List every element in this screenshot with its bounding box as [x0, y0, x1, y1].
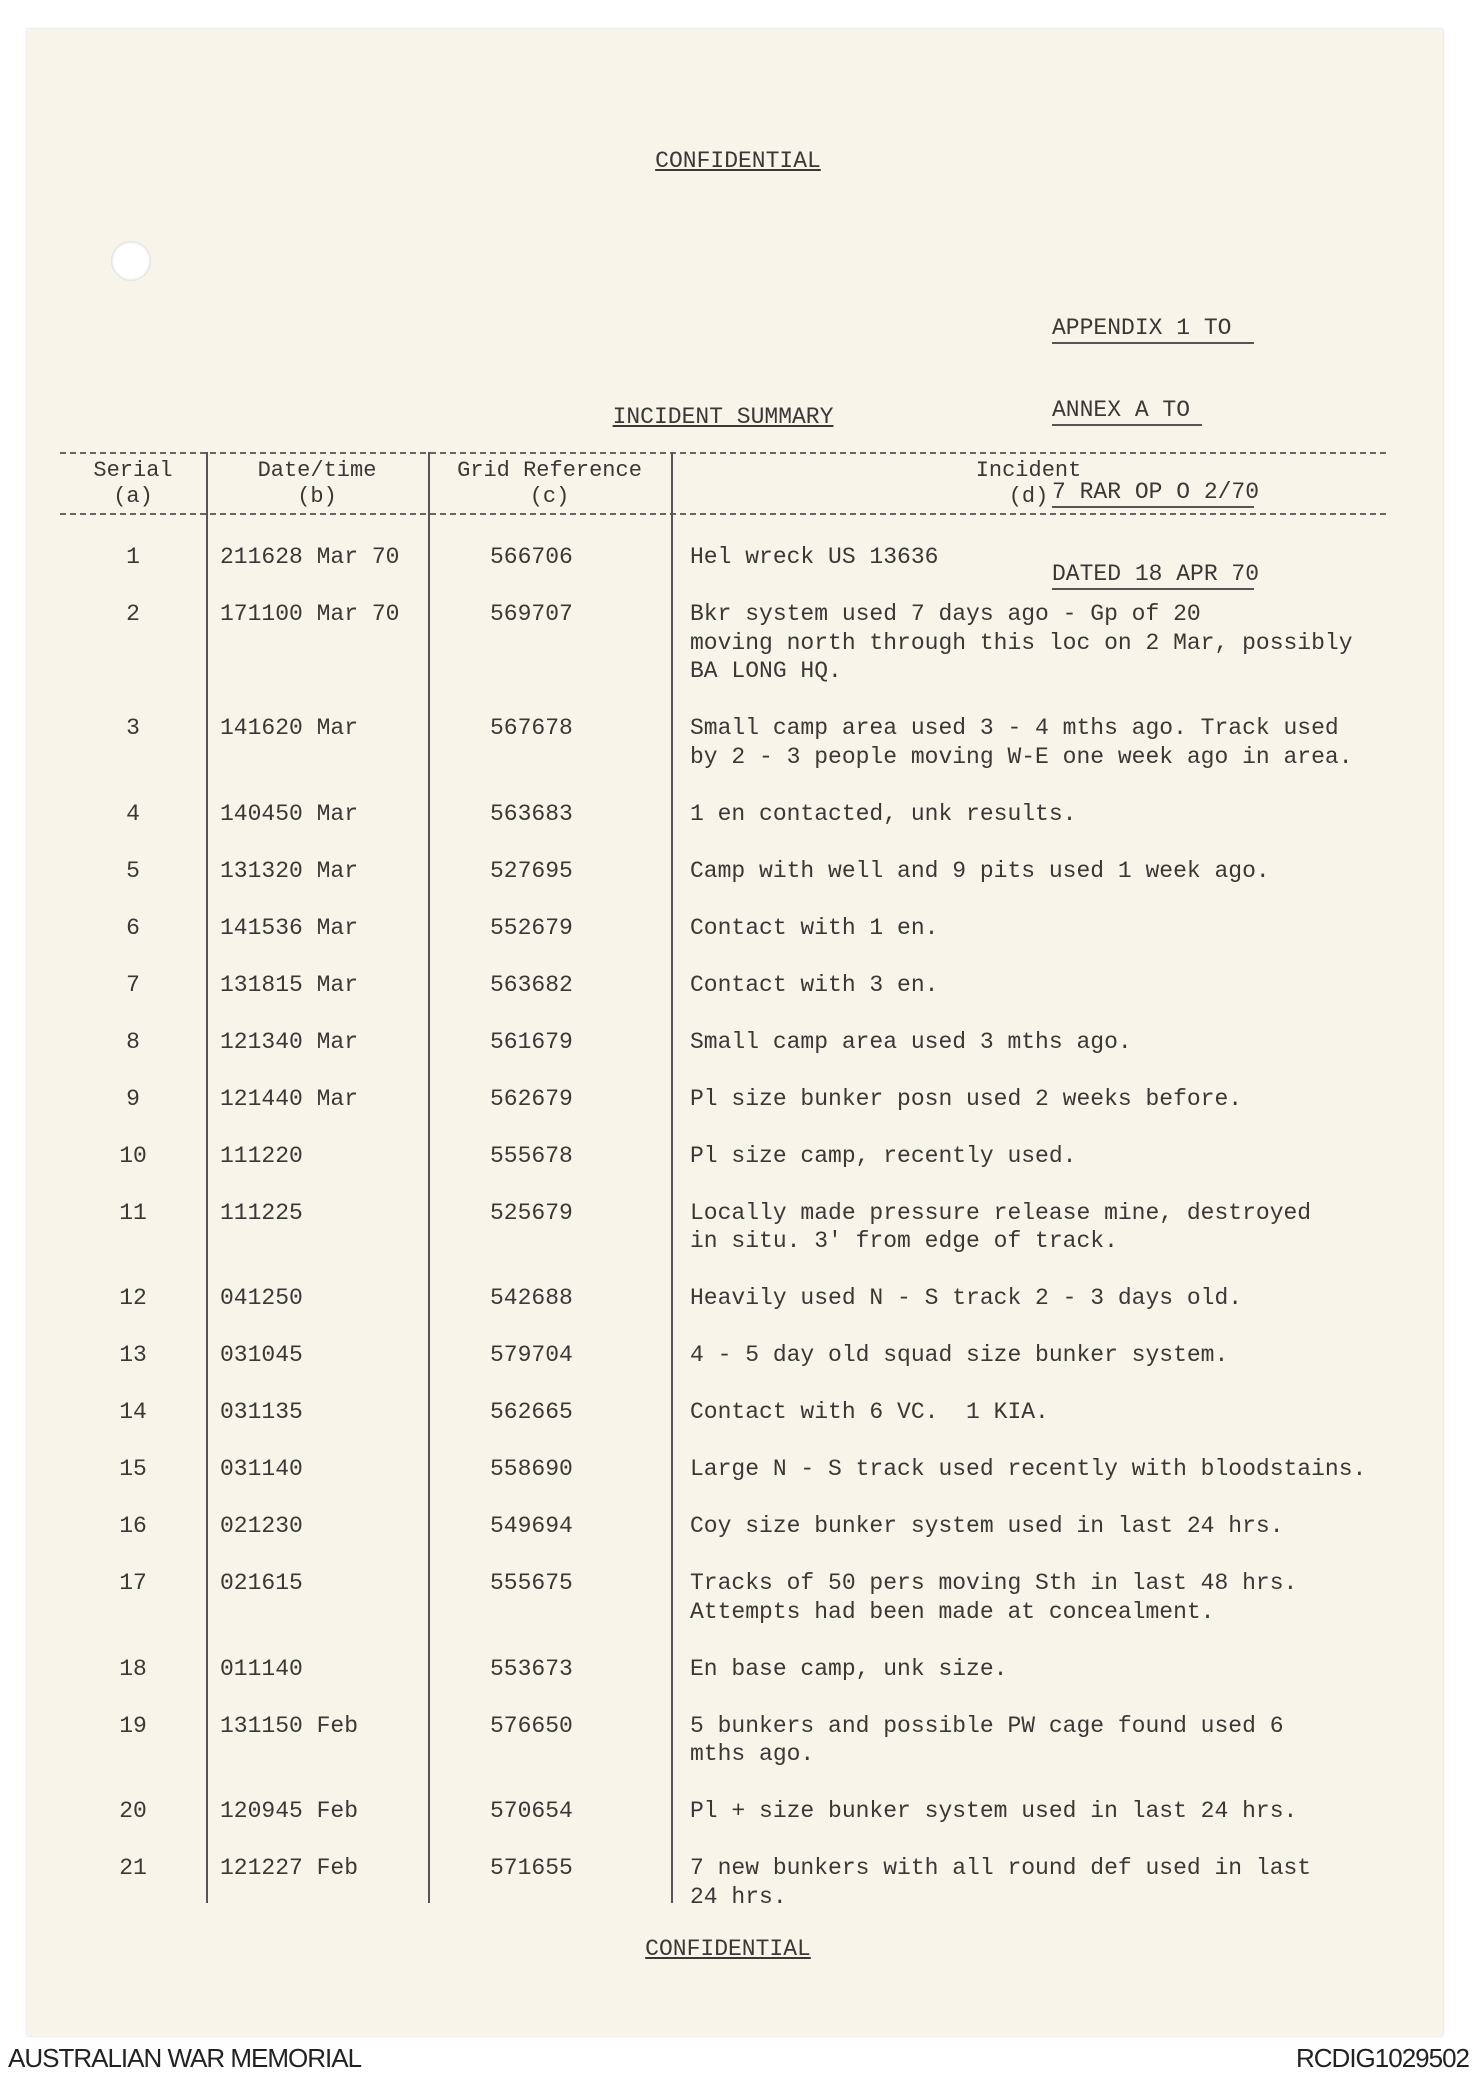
date-cell: 131150 Feb	[220, 1712, 359, 1739]
incident-line: 7 new bunkers with all round def used in last	[690, 1855, 1312, 1881]
grid-reference-cell: 562665	[490, 1399, 573, 1425]
incident-line: by 2 - 3 people moving W-E one week ago in area.	[690, 743, 1353, 770]
incident-line: Heavily used N - S track 2 - 3 days old.	[690, 1285, 1243, 1311]
date-cell: 111220	[220, 1142, 303, 1169]
serial-cell: 4	[126, 800, 140, 827]
incident-line: Tracks of 50 pers moving Sth in last 48 hrs.	[690, 1570, 1298, 1596]
incident-line: Hel wreck US 13636	[690, 544, 939, 570]
grid-reference-cell: 561679	[490, 1028, 573, 1055]
document-title: INCIDENT SUMMARY	[612, 404, 834, 430]
grid-reference-cell: 570654	[490, 1798, 573, 1824]
date-cell: 140450 Mar	[220, 800, 359, 827]
serial-cell: 19	[119, 1712, 147, 1739]
date-cell: 211628 Mar 70	[220, 544, 400, 570]
grid-reference-cell: 555678	[490, 1142, 573, 1169]
serial-cell: 9	[126, 1085, 140, 1112]
grid-reference-cell: 549694	[490, 1513, 573, 1539]
table-header-rule	[60, 513, 1386, 515]
date-cell: 111225	[220, 1199, 303, 1226]
date-cell: 141620 Mar	[220, 715, 359, 741]
reference-line: APPENDIX 1 TO	[1052, 314, 1254, 344]
incident-line: 4 - 5 day old squad size bunker system.	[690, 1342, 1229, 1368]
incident-line: Pl size bunker posn used 2 weeks before.	[690, 1085, 1243, 1112]
serial-cell: 2	[126, 601, 140, 627]
serial-cell: 11	[119, 1199, 147, 1226]
incident-line: Contact with 6 VC. 1 KIA.	[690, 1399, 1049, 1425]
reference-block	[1052, 262, 1260, 616]
incident-line: 1 en contacted, unk results.	[690, 800, 1077, 827]
serial-cell: 6	[126, 914, 140, 941]
grid-reference-cell: 525679	[490, 1199, 573, 1226]
grid-reference-cell: 553673	[490, 1655, 573, 1682]
incident-line: Pl size camp, recently used.	[690, 1142, 1077, 1169]
reference-line: 7 RAR OP O 2/70	[1052, 478, 1254, 508]
serial-cell: 10	[119, 1142, 147, 1169]
serial-cell: 18	[119, 1655, 147, 1682]
grid-reference-cell: 558690	[490, 1456, 573, 1482]
punch-hole	[111, 241, 151, 281]
serial-cell: 5	[126, 857, 140, 884]
incident-line: Bkr system used 7 days ago - Gp of 20	[690, 601, 1201, 627]
incident-line: Contact with 1 en.	[690, 914, 939, 941]
column-header-incident: Incident (d)	[975, 458, 1082, 509]
date-cell: 120945 Feb	[220, 1798, 359, 1824]
date-cell: 031135	[220, 1399, 303, 1425]
column-divider	[428, 452, 430, 1903]
incident-line: Locally made pressure release mine, destroyed	[690, 1199, 1312, 1226]
grid-reference-cell: 579704	[490, 1342, 573, 1368]
incident-line: 5 bunkers and possible PW cage found used 6	[690, 1712, 1284, 1739]
serial-cell: 13	[119, 1342, 147, 1368]
date-cell: 011140	[220, 1655, 303, 1682]
incident-line: Contact with 3 en.	[690, 971, 939, 998]
serial-cell: 16	[119, 1513, 147, 1539]
column-header-grid: Grid Reference (c)	[457, 458, 642, 509]
date-cell: 121227 Feb	[220, 1855, 359, 1881]
incident-line: Attempts had been made at concealment.	[690, 1598, 1215, 1625]
serial-cell: 7	[126, 971, 140, 998]
incident-line: moving north through this loc on 2 Mar, possibly	[690, 629, 1353, 656]
incident-line: Small camp area used 3 mths ago.	[690, 1028, 1132, 1055]
grid-reference-cell: 576650	[490, 1712, 573, 1739]
serial-cell: 1	[126, 544, 140, 570]
serial-cell: 21	[119, 1855, 147, 1881]
date-cell: 131815 Mar	[220, 971, 359, 998]
incident-line: 24 hrs.	[690, 1883, 787, 1910]
grid-reference-cell: 542688	[490, 1285, 573, 1311]
incident-line: En base camp, unk size.	[690, 1655, 1008, 1682]
serial-cell: 3	[126, 715, 140, 741]
column-header-date: Date/time (b)	[257, 458, 377, 509]
reference-line: DATED 18 APR 70	[1052, 560, 1254, 590]
grid-reference-cell: 563683	[490, 800, 573, 827]
serial-cell: 8	[126, 1028, 140, 1055]
grid-reference-cell: 563682	[490, 971, 573, 998]
serial-cell: 14	[119, 1399, 147, 1425]
serial-cell: 12	[119, 1285, 147, 1311]
date-cell: 041250	[220, 1285, 303, 1311]
serial-cell: 15	[119, 1456, 147, 1482]
date-cell: 141536 Mar	[220, 914, 359, 941]
reference-line: ANNEX A TO	[1052, 396, 1202, 426]
grid-reference-cell: 569707	[490, 601, 573, 627]
incident-line: Camp with well and 9 pits used 1 week ago.	[690, 857, 1270, 884]
date-cell: 031140	[220, 1456, 303, 1482]
grid-reference-cell: 566706	[490, 544, 573, 570]
date-cell: 121340 Mar	[220, 1028, 359, 1055]
column-header-serial: Serial (a)	[93, 458, 173, 509]
grid-reference-cell: 562679	[490, 1085, 573, 1112]
incident-line: BA LONG HQ.	[690, 658, 842, 684]
classification-bottom: CONFIDENTIAL	[645, 1936, 811, 1962]
grid-reference-cell: 552679	[490, 914, 573, 941]
serial-cell: 17	[119, 1570, 147, 1596]
incident-line: Pl + size bunker system used in last 24 hrs.	[690, 1798, 1298, 1824]
record-id: RCDIG1029502	[1296, 2043, 1469, 2073]
grid-reference-cell: 571655	[490, 1855, 573, 1881]
column-divider	[671, 452, 673, 1903]
table-top-rule	[60, 452, 1386, 454]
grid-reference-cell: 555675	[490, 1570, 573, 1596]
incident-line: mths ago.	[690, 1741, 815, 1767]
incident-line: Large N - S track used recently with bloodstains.	[690, 1456, 1367, 1482]
grid-reference-cell: 567678	[490, 715, 573, 741]
incident-line: in situ. 3' from edge of track.	[690, 1228, 1118, 1254]
date-cell: 031045	[220, 1342, 303, 1368]
date-cell: 121440 Mar	[220, 1085, 359, 1112]
date-cell: 131320 Mar	[220, 857, 359, 884]
serial-cell: 20	[119, 1798, 147, 1824]
incident-line: Small camp area used 3 - 4 mths ago. Track used	[690, 715, 1339, 741]
date-cell: 171100 Mar 70	[220, 601, 400, 627]
grid-reference-cell: 527695	[490, 857, 573, 884]
classification-top: CONFIDENTIAL	[655, 148, 821, 174]
source-credit: AUSTRALIAN WAR MEMORIAL	[8, 2043, 362, 2073]
column-divider	[206, 452, 208, 1903]
date-cell: 021615	[220, 1570, 303, 1596]
date-cell: 021230	[220, 1513, 303, 1539]
incident-line: Coy size bunker system used in last 24 hrs.	[690, 1513, 1284, 1539]
